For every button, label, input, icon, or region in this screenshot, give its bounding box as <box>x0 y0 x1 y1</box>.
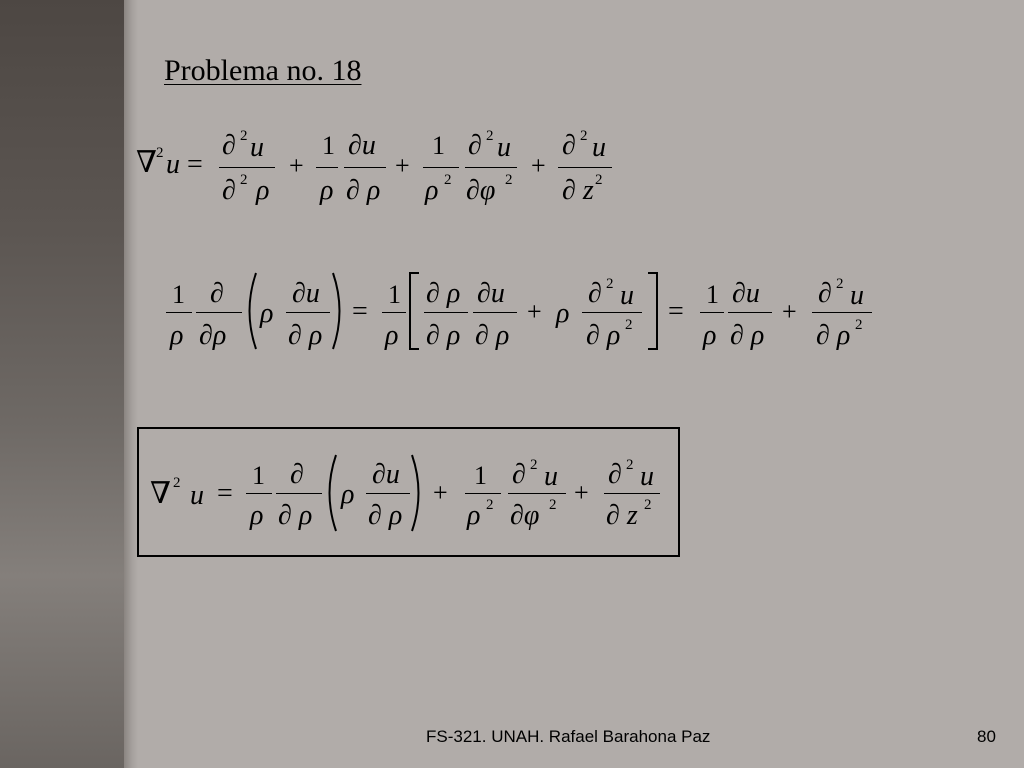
fraction-bar <box>465 167 517 168</box>
fraction-bar <box>728 312 772 313</box>
rho-factor: ρ <box>260 298 274 329</box>
exponent: 2 <box>855 317 863 333</box>
exponent: 2 <box>625 317 633 333</box>
right-parenthesis <box>410 454 426 532</box>
partial-phi: ∂φ <box>466 175 496 206</box>
partial-phi: ∂φ <box>510 500 540 531</box>
denominator-variable: ρ <box>256 175 270 206</box>
lhs-variable: u <box>190 480 204 511</box>
numerator-one: 1 <box>388 280 401 309</box>
nabla-exponent: 2 <box>156 145 164 161</box>
fraction-bar <box>286 312 330 313</box>
numerator-one: 1 <box>432 131 445 160</box>
plus-sign: + <box>782 297 797 326</box>
fraction-bar <box>424 312 468 313</box>
numerator-one: 1 <box>172 280 185 309</box>
equals-sign: = <box>668 296 684 327</box>
lhs-variable: u <box>166 149 180 180</box>
partial-symbol: ∂ <box>290 459 304 490</box>
exponent: 2 <box>580 128 588 144</box>
numerator-one: 1 <box>706 280 719 309</box>
exponent: 2 <box>240 172 248 188</box>
partial-z: ∂ z <box>606 500 638 531</box>
exponent: 2 <box>549 497 557 513</box>
partial-symbol: ∂ <box>588 278 602 309</box>
equals-sign: = <box>352 296 368 327</box>
numerator-one: 1 <box>322 131 335 160</box>
numerator-variable: u <box>250 132 264 163</box>
exponent: 2 <box>505 172 513 188</box>
denominator-rho: ρ <box>170 320 184 351</box>
plus-sign: + <box>531 151 546 180</box>
denominator-rho: ρ <box>703 320 717 351</box>
fraction-bar <box>700 312 724 313</box>
fraction-bar <box>604 493 660 494</box>
numerator-variable: u <box>640 461 654 492</box>
plus-sign: + <box>433 478 448 507</box>
partial-rho: ∂ρ <box>199 320 227 351</box>
partial-symbol: ∂ <box>512 459 526 490</box>
exponent: 2 <box>606 276 614 292</box>
fraction-bar <box>508 493 566 494</box>
partial-u: ∂u <box>732 278 760 309</box>
partial-rho: ∂ ρ <box>816 320 851 351</box>
numerator-variable: u <box>620 280 634 311</box>
fraction-bar <box>473 312 517 313</box>
denominator-rho: ρ <box>425 175 439 206</box>
partial-rho: ∂ ρ <box>426 278 461 309</box>
fraction-bar <box>582 312 642 313</box>
fraction-bar <box>219 167 275 168</box>
partial-symbol: ∂ <box>210 278 224 309</box>
partial-symbol: ∂ <box>608 459 622 490</box>
fraction-bar <box>558 167 612 168</box>
partial-symbol: ∂ <box>222 175 236 206</box>
left-bracket <box>407 272 421 350</box>
nabla-symbol: ∇ <box>136 146 157 179</box>
slide-title: Problema no. 18 <box>164 54 362 87</box>
partial-rho: ∂ ρ <box>346 175 381 206</box>
exponent: 2 <box>626 457 634 473</box>
partial-rho: ∂ ρ <box>586 320 621 351</box>
partial-u: ∂u <box>292 278 320 309</box>
plus-sign: + <box>289 151 304 180</box>
numerator-variable: u <box>544 461 558 492</box>
denominator-rho: ρ <box>385 320 399 351</box>
partial-rho: ∂ ρ <box>730 320 765 351</box>
exponent: 2 <box>240 128 248 144</box>
fraction-bar <box>382 312 406 313</box>
exponent: 2 <box>530 457 538 473</box>
partial-u: ∂u <box>372 459 400 490</box>
exponent: 2 <box>486 128 494 144</box>
partial-symbol: ∂ <box>562 130 576 161</box>
denominator-rho: ρ <box>320 175 334 206</box>
fraction-bar <box>276 493 322 494</box>
plus-sign: + <box>527 297 542 326</box>
slide-footer: FS-321. UNAH. Rafael Barahona Paz <box>426 727 711 746</box>
numerator-variable: u <box>850 280 864 311</box>
exponent: 2 <box>836 276 844 292</box>
numerator-variable: u <box>497 132 511 163</box>
right-bracket <box>646 272 660 350</box>
partial-rho: ∂ ρ <box>426 320 461 351</box>
partial-rho: ∂ ρ <box>288 320 323 351</box>
fraction-bar <box>423 167 459 168</box>
denominator-rho: ρ <box>467 500 481 531</box>
plus-sign: + <box>395 151 410 180</box>
partial-rho: ∂ ρ <box>475 320 510 351</box>
left-parenthesis <box>322 454 338 532</box>
left-parenthesis <box>242 272 258 350</box>
partial-u: ∂u <box>477 278 505 309</box>
nabla-symbol: ∇ <box>150 477 171 510</box>
fraction-bar <box>344 167 386 168</box>
numerator-one: 1 <box>252 461 265 490</box>
exponent: 2 <box>644 497 652 513</box>
fraction-bar <box>812 312 872 313</box>
decorative-side-bar <box>0 0 124 768</box>
partial-u: ∂u <box>348 130 376 161</box>
fraction-bar <box>196 312 242 313</box>
fraction-bar <box>166 312 192 313</box>
exponent: 2 <box>595 172 603 188</box>
rho-factor: ρ <box>341 479 355 510</box>
nabla-exponent: 2 <box>173 475 181 491</box>
side-bar-shadow <box>124 0 138 768</box>
page-number: 80 <box>977 727 996 746</box>
equals-sign: = <box>187 149 203 180</box>
fraction-bar <box>465 493 501 494</box>
fraction-bar <box>246 493 272 494</box>
partial-rho: ∂ ρ <box>278 500 313 531</box>
rho-factor: ρ <box>556 298 570 329</box>
denominator-rho: ρ <box>250 500 264 531</box>
fraction-bar <box>316 167 338 168</box>
partial-symbol: ∂ <box>222 130 236 161</box>
numerator-variable: u <box>592 132 606 163</box>
partial-symbol: ∂ <box>468 130 482 161</box>
equals-sign: = <box>217 478 233 509</box>
partial-rho: ∂ ρ <box>368 500 403 531</box>
partial-z: ∂ z <box>562 175 594 206</box>
right-parenthesis <box>331 272 347 350</box>
exponent: 2 <box>486 497 494 513</box>
fraction-bar <box>366 493 410 494</box>
numerator-one: 1 <box>474 461 487 490</box>
exponent: 2 <box>444 172 452 188</box>
partial-symbol: ∂ <box>818 278 832 309</box>
plus-sign: + <box>574 478 589 507</box>
